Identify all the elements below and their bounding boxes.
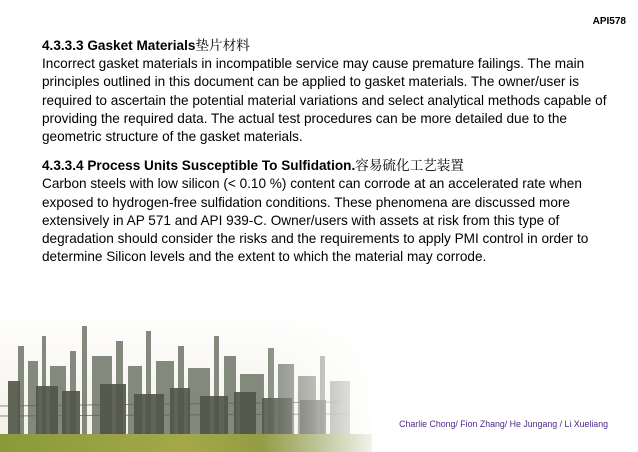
slide-content bbox=[42, 37, 612, 266]
heading-chinese: 垫片材料 bbox=[195, 38, 250, 54]
heading-text: 4.3.3.4 Process Units Susceptible To Sulfidation. bbox=[42, 158, 356, 174]
section-heading-sulfidation bbox=[42, 157, 612, 175]
author-credit: Charlie Chong/ Fion Zhang/ He Jungang / Li Xueliang bbox=[399, 419, 608, 429]
section-body-gasket: Incorrect gasket materials in incompatible service may cause premature failings. The main principles outlined in this document can be applied to gasket materials. The owner/user is required to ascertain the potential material variations and select analytical methods capable of providing the required data. The actual test procedures can be more detailed due to the geometric structure of the gasket materials. bbox=[42, 56, 607, 145]
heading-text: 4.3.3.3 Gasket Materials bbox=[42, 38, 196, 53]
refinery-skyline-image bbox=[0, 306, 372, 452]
document-tag: API578 bbox=[592, 16, 626, 27]
heading-chinese: 容易硫化工艺装置 bbox=[355, 158, 464, 175]
section-body-sulfidation: Carbon steels with low silicon (< 0.10 %) content can corrode at an accelerated rate when exposed to hydrogen-free sulfidation conditions. These phenomena are discussed more extensively in AP 571 and API 939-C. Owner/users with assets at risk from this type of degradation should consider the risks and the requirements to apply PMI control in order to determine Silicon levels and the extent to which the material may corrode. bbox=[42, 176, 589, 265]
section-heading-gasket bbox=[42, 37, 612, 55]
